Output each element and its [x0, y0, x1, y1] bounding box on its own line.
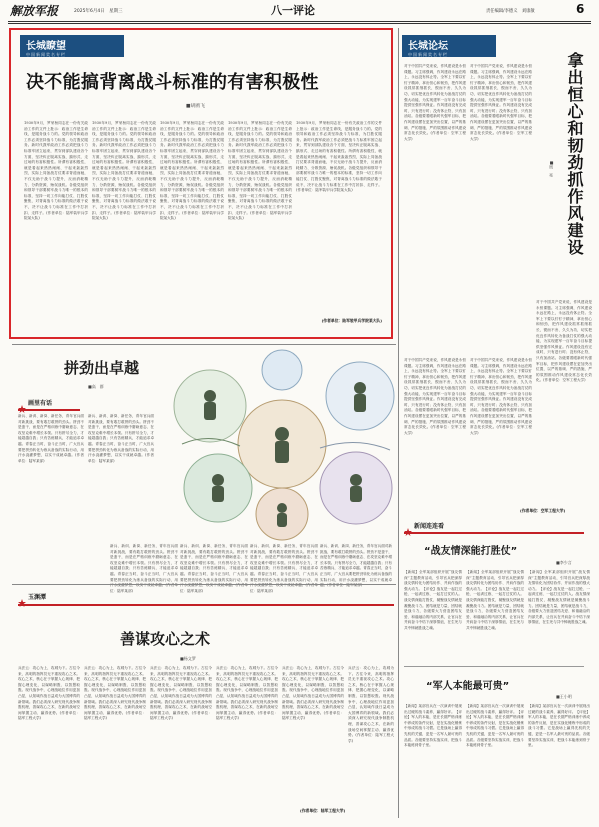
masthead	[0, 0, 599, 22]
news-section-mark	[404, 521, 412, 529]
yuanlu-section-name: 玉渊潭	[28, 594, 47, 601]
yuanlu-body-col4: 兵法云：攻心为上，攻城为下。古往今来，高明的指挥员无不重视攻心之术。攻心之术，核心在于掌握人心规律、把握心理变化，以谋略制胜、以智慧取胜。现代战争中，心理战地位作用更加凸显，认知域作战日益成为大国博弈的新领域。我们必须深入研究现代战争制胜机理，善谋攻心之术，在新的战场空间掌握主动、赢得优势。(作者单位：陆军工程大学)	[216, 666, 278, 721]
yuanlu-body-col5: 兵法云：攻心为上，攻城为下。古往今来，高明的指挥员无不重视攻心之术。攻心之术，核心在于掌握人心规律、把握心理变化，以谋略制胜、以智慧取胜。现代战争中，心理战地位作用更加凸显，认知域作战日益成为大国博弈的新领域。我们必须深入研究现代战争制胜机理，善谋攻心之术，在新的战场空间掌握主动、赢得优势。(作者单位：陆军工程大学)	[282, 666, 344, 721]
editors: 责任编辑/李德义 刘康敏	[486, 9, 535, 14]
yuanlu-body-col2: 兵法云：攻心为上，攻城为下。古往今来，高明的指挥员无不重视攻心之术。攻心之术，核心在于掌握人心规律、把握心理变化，以谋略制胜、以智慧取胜。现代战争中，心理战地位作用更加凸显，认知域作战日益成为大国博弈的新领域。我们必须深入研究现代战争制胜机理，善谋攻心之术，在新的战场空间掌握主动、赢得优势。(作者单位：陆军工程大学)	[84, 666, 146, 721]
page-number: 6	[576, 2, 585, 16]
news-comment-col3: 【新闻】全军某部组织开展“战友情深”主题教育活动，引导官兵把深厚战友情转化为团结协作、并肩作战的强大动力。【评论】战友是一起扛过枪、一起训过练、一起打过仗的人。战友情深能打胜仗，凝聚战友情就是凝聚战斗力。团结就是力量，团结就是战斗力，各级要大力营造团结友爱、和谐融洽的内部关系，让官兵在并肩奋斗中结下深厚情谊，在生死与共中铸就胜战之魂。	[528, 570, 590, 625]
right-body-col2: 对于中国共产党来说，作风建设是永恒课题。习主席强调，作风建设永远在路上，永远没有休止符。全军上下要以钉钉子精神，拿出恒心和韧劲，把作风建设抓常抓细抓长，锲而不舍、久久为功，切实把优良作风转化为备战打仗的强大动能，为实现建军一百年奋斗目标提供坚强作风保证。作风建设没有完成时，只有进行时；没有休止符，只有加油站。各级要着眼新时代强军目标，把作风建设摆在更加突出位置，以严的基调、严的措施、严的氛围推动作风建设常态化长效化。(作者单位：空军工程大学)	[470, 64, 532, 141]
lead-body-col2: 1930年9月，罗荣桓同志在一份有关政治工作的文件上批示：政治工作是生命线，是服务战斗力的。党的领导和政治工作必须坚持战斗力标准，为打胜仗服务。新时代我军政治工作必须把战斗力标准牢固立起来，贯穿到部队建设各个方面，坚决纠正脱离实战、搞形式、走过场的有害积极性。所谓有害积极性，就是看起来热热闹闹、干起来轰轰烈烈，实际上同备战打仗要求背道而驰，不仅无助于战斗力提升，反而消耗精力、分散资源、贻误战机。各级党组织和领导干部要树牢战斗力唯一的根本的标准，坚持一切工作向能打仗、打胜仗聚焦，对背离战斗力标准的做法敢于说不，决不让战斗力标准在工作中打折扣、走样子。(作者单位：陆军装甲兵学院某大队)	[92, 121, 156, 221]
header-rule-thin	[8, 23, 591, 24]
image-caption: 画里有话	[28, 400, 53, 407]
lead-byline: ■胡鸥飞	[186, 104, 205, 109]
news-section-name: 新闻连连看	[414, 523, 445, 530]
news-section-rule	[404, 532, 584, 534]
column-divider	[398, 28, 399, 818]
image-body-col1: 新兵、新训、新岗、新任务，青年官兵面对新挑战，要有敢打敢拼的劲头。拼劲不是蛮干，而是在严格训练中磨砺意志、在攻坚克难中增长本领。只有拼尽全力，才能超越自我；只有苦练精兵，才能追求卓越。青春正当时，奋斗正当时，广大官兵要把拼劲转化为练兵备战的实际行动，用汗水浇灌梦想，以实干成就卓越。(作者单位：陆军某部)	[18, 414, 84, 463]
section-title: 八一评论	[271, 4, 315, 17]
mil-value-rule	[404, 666, 584, 667]
yuanlu-section-mark	[18, 592, 26, 600]
section-divider	[12, 584, 396, 585]
right-author-note: (作者单位：空军工程大学)	[520, 508, 566, 513]
right-body-col1: 对于中国共产党来说，作风建设是永恒课题。习主席强调，作风建设永远在路上，永远没有休止符。全军上下要以钉钉子精神，拿出恒心和韧劲，把作风建设抓常抓细抓长，锲而不舍、久久为功，切实把优良作风转化为备战打仗的强大动能，为实现建军一百年奋斗目标提供坚强作风保证。作风建设没有完成时，只有进行时；没有休止符，只有加油站。各级要着眼新时代强军目标，把作风建设摆在更加突出位置，以严的基调、严的措施、严的氛围推动作风建设常态化长效化。(作者单位：空军工程大学)	[404, 64, 466, 141]
news-comment-byline: ■李少言	[556, 560, 572, 565]
lead-body-col3: 1930年9月，罗荣桓同志在一份有关政治工作的文件上批示：政治工作是生命线，是服务战斗力的。党的领导和政治工作必须坚持战斗力标准，为打胜仗服务。新时代我军政治工作必须把战斗力标准牢固立起来，贯穿到部队建设各个方面，坚决纠正脱离实战、搞形式、走过场的有害积极性。所谓有害积极性，就是看起来热热闹闹、干起来轰轰烈烈，实际上同备战打仗要求背道而驰，不仅无助于战斗力提升，反而消耗精力、分散资源、贻误战机。各级党组织和领导干部要树牢战斗力唯一的根本的标准，坚持一切工作向能打仗、打胜仗聚焦，对背离战斗力标准的做法敢于说不，决不让战斗力标准在工作中打折扣、走样子。(作者单位：陆军装甲兵学院某大队)	[160, 121, 224, 221]
lead-column-banner	[20, 35, 124, 57]
right-body-col5: 对于中国共产党来说，作风建设是永恒课题。习主席强调，作风建设永远在路上，永远没有休止符。全军上下要以钉钉子精神，拿出恒心和韧劲，把作风建设抓常抓细抓长，锲而不舍、久久为功，切实把优良作风转化为备战打仗的强大动能，为实现建军一百年奋斗目标提供坚强作风保证。作风建设没有完成时，只有进行时；没有休止符，只有加油站。各级要着眼新时代强军目标，把作风建设摆在更加突出位置，以严的基调、严的措施、严的氛围推动作风建设常态化长效化。(作者单位：空军工程大学)	[536, 300, 592, 383]
image-caption-rule	[18, 409, 80, 411]
training-cartoon	[170, 348, 396, 540]
image-byline: ■高 群	[88, 384, 104, 389]
lead-column-sub: 中国新闻奖名专栏	[26, 52, 66, 57]
news-comment-col1: 【新闻】全军某部组织开展“战友情深”主题教育活动，引导官兵把深厚战友情转化为团结协作、并肩作战的强大动力。【评论】战友是一起扛过枪、一起训过练、一起打过仗的人。战友情深能打胜仗，凝聚战友情就是凝聚战斗力。团结就是力量，团结就是战斗力，各级要大力营造团结友爱、和谐融洽的内部关系，让官兵在并肩奋斗中结下深厚情谊，在生死与共中铸就胜战之魂。	[404, 570, 462, 630]
yuanlu-byline: ■杨文罗	[180, 656, 196, 661]
right-column-sub: 中国新闻奖名专栏	[408, 52, 448, 57]
image-caption-mark	[18, 398, 26, 406]
lead-column-name: 长城瞭望	[26, 41, 66, 52]
image-body-col5: 新兵、新训、新岗、新任务，青年官兵面对新挑战，要有敢打敢拼的劲头。拼劲不是蛮干，而是在严格训练中磨砺意志、在攻坚克难中增长本领。只有拼尽全力，才能超越自我；只有苦练精兵，才能追求卓越。青春正当时，奋斗正当时，广大官兵要把拼劲转化为练兵备战的实际行动，用汗水浇灌梦想，以实干成就卓越。(作者单位：陆军某部)	[250, 544, 318, 593]
mil-value-title: “军人本能最可贵”	[426, 681, 510, 692]
lead-author-note: (作者单位：陆军装甲兵学院某大队)	[321, 318, 382, 323]
lead-article-title: 决不能搞背离战斗标准的有害积极性	[26, 72, 319, 93]
yuanlu-title: 善谋攻心之术	[120, 630, 211, 648]
image-body-col6: 新兵、新训、新岗、新任务，青年官兵面对新挑战，要有敢打敢拼的劲头。拼劲不是蛮干，而是在严格训练中磨砺意志、在攻坚克难中增长本领。只有拼尽全力，才能超越自我；只有苦练精兵，才能追求卓越。青春正当时，奋斗正当时，广大官兵要把拼劲转化为练兵备战的实际行动，用汗水浇灌梦想，以实干成就卓越。(作者单位：陆军某部)	[320, 544, 392, 588]
mil-value-col2: 【新闻】某部官兵在一次演训中展现出过硬的战斗素养，赢得好评。【评论】军人的本能，是在长期严格训练中养成的条件反射，是在实战化锤炼中形成的战斗习惯。它是战场上赢得先机的关键，更是一名军人最可贵的品质。各级要坚持实战实训，把战斗本能练到骨子里。	[466, 704, 524, 748]
image-body-col3: 新兵、新训、新岗、新任务，青年官兵面对新挑战，要有敢打敢拼的劲头。拼劲不是蛮干，而是在严格训练中磨砺意志、在攻坚克难中增长本领。只有拼尽全力，才能超越自我；只有苦练精兵，才能追求卓越。青春正当时，奋斗正当时，广大官兵要把拼劲转化为练兵备战的实际行动，用汗水浇灌梦想，以实干成就卓越。(作者单位：陆军某部)	[110, 544, 178, 593]
lead-body-col5: 1930年9月，罗荣桓同志在一份有关政治工作的文件上批示：政治工作是生命线，是服务战斗力的。党的领导和政治工作必须坚持战斗力标准，为打胜仗服务。新时代我军政治工作必须把战斗力标准牢固立起来，贯穿到部队建设各个方面，坚决纠正脱离实战、搞形式、走过场的有害积极性。所谓有害积极性，就是看起来热热闹闹、干起来轰轰烈烈，实际上同备战打仗要求背道而驰，不仅无助于战斗力提升，反而消耗精力、分散资源、贻误战机。各级党组织和领导干部要树牢战斗力唯一的根本的标准，坚持一切工作向能打仗、打胜仗聚焦，对背离战斗力标准的做法敢于说不，决不让战斗力标准在工作中打折扣、走样子。(作者单位：陆军装甲兵学院某大队)	[296, 121, 382, 193]
right-body-col4: 对于中国共产党来说，作风建设是永恒课题。习主席强调，作风建设永远在路上，永远没有休止符。全军上下要以钉钉子精神，拿出恒心和韧劲，把作风建设抓常抓细抓长，锲而不舍、久久为功，切实把优良作风转化为备战打仗的强大动能，为实现建军一百年奋斗目标提供坚强作风保证。作风建设没有完成时，只有进行时；没有休止符，只有加油站。各级要着眼新时代强军目标，把作风建设摆在更加突出位置，以严的基调、严的措施、严的氛围推动作风建设常态化长效化。(作者单位：空军工程大学)	[470, 358, 532, 435]
mil-value-col1: 【新闻】某部官兵在一次演训中展现出过硬的战斗素养，赢得好评。【评论】军人的本能，是在长期严格训练中养成的条件反射，是在实战化锤炼中形成的战斗习惯。它是战场上赢得先机的关键，更是一名军人最可贵的品质。各级要坚持实战实训，把战斗本能练到骨子里。	[404, 704, 462, 748]
right-column-name: 长城论坛	[408, 41, 448, 52]
lead-body-col4: 1930年9月，罗荣桓同志在一份有关政治工作的文件上批示：政治工作是生命线，是服务战斗力的。党的领导和政治工作必须坚持战斗力标准，为打胜仗服务。新时代我军政治工作必须把战斗力标准牢固立起来，贯穿到部队建设各个方面，坚决纠正脱离实战、搞形式、走过场的有害积极性。所谓有害积极性，就是看起来热热闹闹、干起来轰轰烈烈，实际上同备战打仗要求背道而驰，不仅无助于战斗力提升，反而消耗精力、分散资源、贻误战机。各级党组织和领导干部要树牢战斗力唯一的根本的标准，坚持一切工作向能打仗、打胜仗聚焦，对背离战斗力标准的做法敢于说不，决不让战斗力标准在工作中打折扣、走样子。(作者单位：陆军装甲兵学院某大队)	[228, 121, 292, 221]
right-byline: ■周 亮	[549, 160, 554, 177]
right-column-banner	[402, 35, 496, 57]
illustration	[170, 348, 396, 540]
newspaper-logo: 解放军报	[10, 4, 59, 18]
yuanlu-body-col3: 兵法云：攻心为上，攻城为下。古往今来，高明的指挥员无不重视攻心之术。攻心之术，核心在于掌握人心规律、把握心理变化，以谋略制胜、以智慧取胜。现代战争中，心理战地位作用更加凸显，认知域作战日益成为大国博弈的新领域。我们必须深入研究现代战争制胜机理，善谋攻心之术，在新的战场空间掌握主动、赢得优势。(作者单位：陆军工程大学)	[150, 666, 212, 721]
section-divider	[12, 344, 396, 345]
news-comment-col2: 【新闻】全军某部组织开展“战友情深”主题教育活动，引导官兵把深厚战友情转化为团结协作、并肩作战的强大动力。【评论】战友是一起扛过枪、一起训过练、一起打过仗的人。战友情深能打胜仗，凝聚战友情就是凝聚战斗力。团结就是力量，团结就是战斗力，各级要大力营造团结友爱、和谐融洽的内部关系，让官兵在并肩奋斗中结下深厚情谊，在生死与共中铸就胜战之魂。	[466, 570, 524, 630]
yuanlu-author-note: (作者单位：陆军工程大学)	[300, 808, 346, 813]
news-comment-title: “战友情深能打胜仗”	[424, 546, 518, 557]
yuanlu-body-col1: 兵法云：攻心为上，攻城为下。古往今来，高明的指挥员无不重视攻心之术。攻心之术，核心在于掌握人心规律、把握心理变化，以谋略制胜、以智慧取胜。现代战争中，心理战地位作用更加凸显，认知域作战日益成为大国博弈的新领域。我们必须深入研究现代战争制胜机理，善谋攻心之术，在新的战场空间掌握主动、赢得优势。(作者单位：陆军工程大学)	[18, 666, 80, 721]
lead-body-col1: 1930年9月，罗荣桓同志在一份有关政治工作的文件上批示：政治工作是生命线，是服务战斗力的。党的领导和政治工作必须坚持战斗力标准，为打胜仗服务。新时代我军政治工作必须把战斗力标准牢固立起来，贯穿到部队建设各个方面，坚决纠正脱离实战、搞形式、走过场的有害积极性。所谓有害积极性，就是看起来热热闹闹、干起来轰轰烈烈，实际上同备战打仗要求背道而驰，不仅无助于战斗力提升，反而消耗精力、分散资源、贻误战机。各级党组织和领导干部要树牢战斗力唯一的根本的标准，坚持一切工作向能打仗、打胜仗聚焦，对背离战斗力标准的做法敢于说不，决不让战斗力标准在工作中打折扣、走样子。(作者单位：陆军装甲兵学院某大队)	[24, 121, 88, 221]
image-body-col2: 新兵、新训、新岗、新任务，青年官兵面对新挑战，要有敢打敢拼的劲头。拼劲不是蛮干，而是在严格训练中磨砺意志、在攻坚克难中增长本领。只有拼尽全力，才能超越自我；只有苦练精兵，才能追求卓越。青春正当时，奋斗正当时，广大官兵要把拼劲转化为练兵备战的实际行动，用汗水浇灌梦想，以实干成就卓越。(作者单位：陆军某部)	[88, 414, 154, 463]
image-body-col4: 新兵、新训、新岗、新任务，青年官兵面对新挑战，要有敢打敢拼的劲头。拼劲不是蛮干，而是在严格训练中磨砺意志、在攻坚克难中增长本领。只有拼尽全力，才能超越自我；只有苦练精兵，才能追求卓越。青春正当时，奋斗正当时，广大官兵要把拼劲转化为练兵备战的实际行动，用汗水浇灌梦想，以实干成就卓越。(作者单位：陆军某部)	[180, 544, 248, 593]
mil-value-byline: ■王小明	[556, 694, 572, 699]
header-rule	[8, 21, 591, 22]
image-title: 拼劲出卓越	[64, 359, 140, 377]
issue-date: 2025年6月4日 星期三	[74, 9, 123, 14]
yuanlu-body-col6: 兵法云：攻心为上，攻城为下。古往今来，高明的指挥员无不重视攻心之术。攻心之术，核心在于掌握人心规律、把握心理变化，以谋略制胜、以智慧取胜。现代战争中，心理战地位作用更加凸显，认知域作战日益成为大国博弈的新领域。我们必须深入研究现代战争制胜机理，善谋攻心之术，在新的战场空间掌握主动、赢得优势。(作者单位：陆军工程大学)	[348, 666, 394, 743]
mil-value-col3: 【新闻】某部官兵在一次演训中展现出过硬的战斗素养，赢得好评。【评论】军人的本能，是在长期严格训练中养成的条件反射，是在实战化锤炼中形成的战斗习惯。它是战场上赢得先机的关键，更是一名军人最可贵的品质。各级要坚持实战实训，把战斗本能练到骨子里。	[528, 704, 590, 748]
yuanlu-section-rule	[18, 604, 394, 606]
right-article-title: 拿出恒心和韧劲抓作风建设	[565, 52, 584, 256]
right-body-col3: 对于中国共产党来说，作风建设是永恒课题。习主席强调，作风建设永远在路上，永远没有休止符。全军上下要以钉钉子精神，拿出恒心和韧劲，把作风建设抓常抓细抓长，锲而不舍、久久为功，切实把优良作风转化为备战打仗的强大动能，为实现建军一百年奋斗目标提供坚强作风保证。作风建设没有完成时，只有进行时；没有休止符，只有加油站。各级要着眼新时代强军目标，把作风建设摆在更加突出位置，以严的基调、严的措施、严的氛围推动作风建设常态化长效化。(作者单位：空军工程大学)	[404, 358, 466, 435]
